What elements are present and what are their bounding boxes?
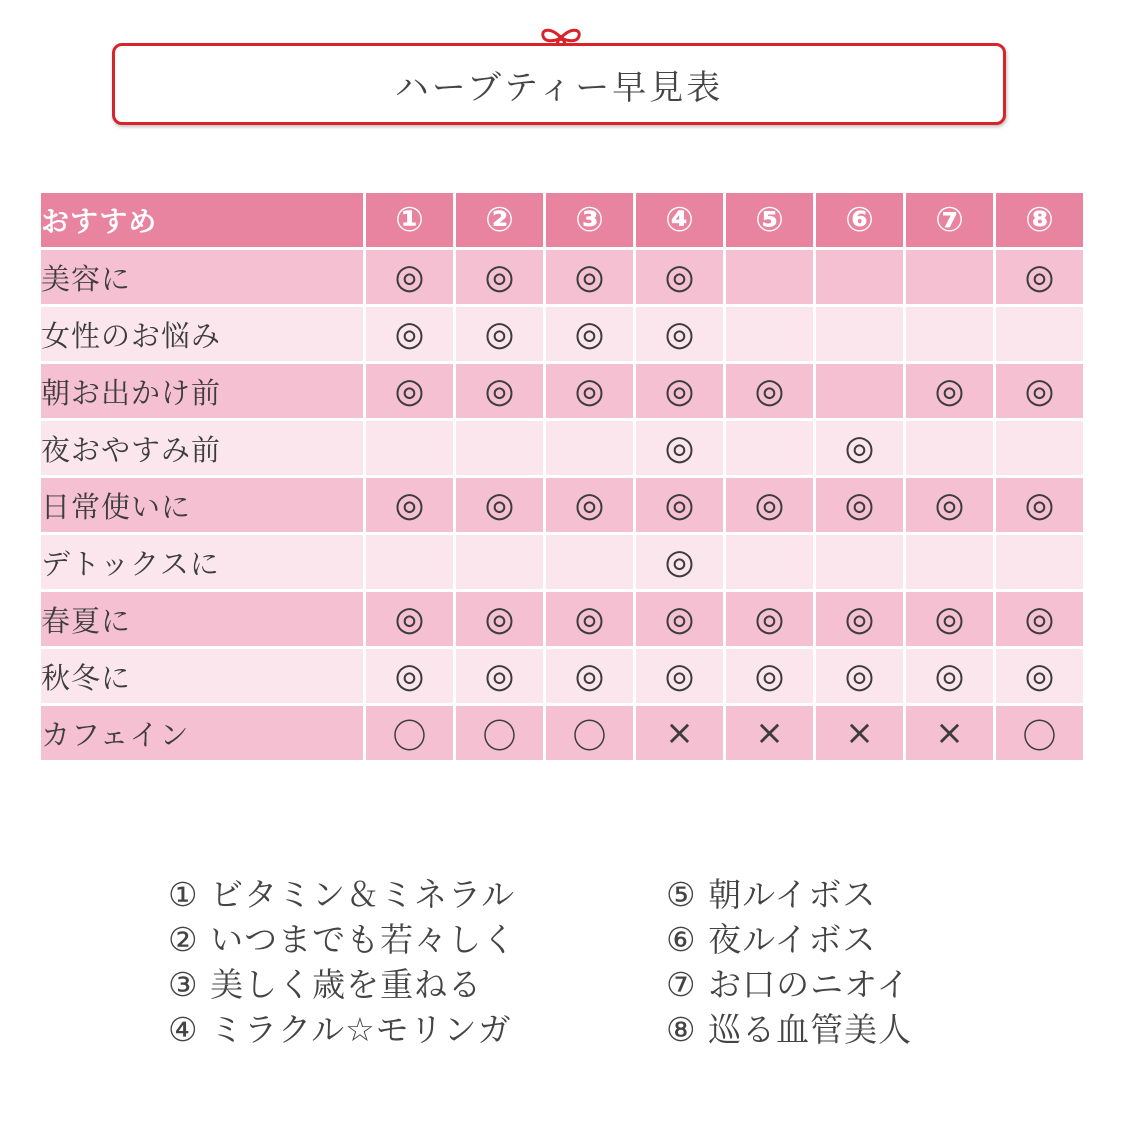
rating-cell <box>726 307 813 361</box>
row-label: 日常使いに <box>41 478 363 532</box>
row-label: 春夏に <box>41 592 363 646</box>
rating-cell: ◎ <box>546 307 633 361</box>
title-box <box>112 43 1006 125</box>
rating-cell: × <box>816 706 903 760</box>
rating-cell: ◎ <box>996 649 1083 703</box>
rating-cell: ◎ <box>456 307 543 361</box>
rating-cell <box>546 421 633 475</box>
table-row <box>41 535 1083 589</box>
rating-cell: ◎ <box>906 364 993 418</box>
legend-left <box>168 872 516 1052</box>
header-col-2: ② <box>456 193 543 247</box>
rating-cell <box>456 535 543 589</box>
rating-cell <box>816 307 903 361</box>
rating-cell: ◎ <box>636 535 723 589</box>
rating-cell: ◎ <box>366 478 453 532</box>
rating-cell <box>906 421 993 475</box>
row-label: カフェイン <box>41 706 363 760</box>
legend-item: ② いつまでも若々しく <box>168 920 517 959</box>
rating-cell: ◎ <box>996 478 1083 532</box>
rating-cell: ◎ <box>726 364 813 418</box>
rating-cell: ◎ <box>996 364 1083 418</box>
rating-cell <box>366 421 453 475</box>
row-label: 朝お出かけ前 <box>41 364 363 418</box>
legend-item: ⑧ 巡る血管美人 <box>666 1010 913 1049</box>
rating-cell <box>726 250 813 304</box>
rating-cell: × <box>636 706 723 760</box>
table-row <box>41 364 1083 418</box>
legend-item: ③ 美しく歳を重ねる <box>168 965 483 1004</box>
rating-cell: ◎ <box>546 478 633 532</box>
rating-cell <box>816 250 903 304</box>
table-row <box>41 592 1083 646</box>
herbal-tea-table <box>38 190 1086 763</box>
row-label: 美容に <box>41 250 363 304</box>
rating-cell: ◎ <box>546 364 633 418</box>
page-title: ハーブティー早見表 <box>394 67 724 108</box>
legend-item: ⑦ お口のニオイ <box>666 965 911 1004</box>
row-label: 夜おやすみ前 <box>41 421 363 475</box>
header-col-8: ⑧ <box>996 193 1083 247</box>
rating-cell: ◎ <box>636 421 723 475</box>
rating-cell: ◎ <box>726 649 813 703</box>
header-col-1: ① <box>366 193 453 247</box>
rating-cell: ◎ <box>546 649 633 703</box>
rating-cell: ◎ <box>366 364 453 418</box>
header-col-7: ⑦ <box>906 193 993 247</box>
rating-cell: ◎ <box>996 592 1083 646</box>
legend-right <box>666 872 912 1052</box>
rating-cell <box>726 421 813 475</box>
rating-cell: ◎ <box>636 250 723 304</box>
rating-cell: ◎ <box>366 250 453 304</box>
rating-cell <box>906 250 993 304</box>
rating-cell: × <box>726 706 813 760</box>
rating-cell: ◎ <box>366 649 453 703</box>
rating-cell <box>816 364 903 418</box>
rating-cell: 〇 <box>366 706 453 760</box>
rating-cell: 〇 <box>456 706 543 760</box>
header-label: おすすめ <box>41 193 363 247</box>
legend-item: ⑤ 朝ルイボス <box>666 875 877 914</box>
rating-cell: ◎ <box>906 592 993 646</box>
rating-cell <box>996 535 1083 589</box>
rating-cell: ◎ <box>816 421 903 475</box>
rating-cell: ◎ <box>636 592 723 646</box>
rating-cell: ◎ <box>636 307 723 361</box>
table-row <box>41 706 1083 760</box>
table-row <box>41 421 1083 475</box>
table-row <box>41 307 1083 361</box>
table-row <box>41 250 1083 304</box>
rating-cell <box>996 307 1083 361</box>
rating-cell: ◎ <box>456 250 543 304</box>
rating-cell: ◎ <box>456 592 543 646</box>
rating-cell <box>726 535 813 589</box>
rating-cell <box>366 535 453 589</box>
rating-cell: ◎ <box>636 478 723 532</box>
rating-cell: ◎ <box>546 592 633 646</box>
rating-cell: ◎ <box>636 649 723 703</box>
row-label: 秋冬に <box>41 649 363 703</box>
rating-cell: ◎ <box>456 478 543 532</box>
rating-cell: ◎ <box>456 649 543 703</box>
rating-cell: ◎ <box>726 592 813 646</box>
rating-cell: ◎ <box>366 592 453 646</box>
rating-cell <box>906 307 993 361</box>
rating-cell <box>546 535 633 589</box>
rating-cell: ◎ <box>726 478 813 532</box>
rating-cell: 〇 <box>546 706 633 760</box>
header-col-6: ⑥ <box>816 193 903 247</box>
rating-cell <box>816 535 903 589</box>
legend-item: ④ ミラクル☆モリンガ <box>168 1010 512 1049</box>
rating-cell: ◎ <box>996 250 1083 304</box>
rating-cell: ◎ <box>366 307 453 361</box>
rating-cell <box>456 421 543 475</box>
rating-cell: ◎ <box>816 478 903 532</box>
rating-cell <box>906 535 993 589</box>
header-col-5: ⑤ <box>726 193 813 247</box>
rating-cell: × <box>906 706 993 760</box>
row-label: デトックスに <box>41 535 363 589</box>
header-col-3: ③ <box>546 193 633 247</box>
rating-cell: ◎ <box>636 364 723 418</box>
row-label: 女性のお悩み <box>41 307 363 361</box>
rating-cell: ◎ <box>816 592 903 646</box>
legend-item: ⑥ 夜ルイボス <box>666 920 877 959</box>
rating-cell: ◎ <box>546 250 633 304</box>
rating-cell: ◎ <box>816 649 903 703</box>
rating-cell: 〇 <box>996 706 1083 760</box>
rating-cell: ◎ <box>906 478 993 532</box>
rating-cell: ◎ <box>456 364 543 418</box>
legend-item: ① ビタミン＆ミネラル <box>168 875 516 914</box>
header-col-4: ④ <box>636 193 723 247</box>
table-row <box>41 478 1083 532</box>
rating-cell <box>996 421 1083 475</box>
table-row <box>41 649 1083 703</box>
table-header-row <box>41 193 1083 247</box>
rating-cell: ◎ <box>906 649 993 703</box>
